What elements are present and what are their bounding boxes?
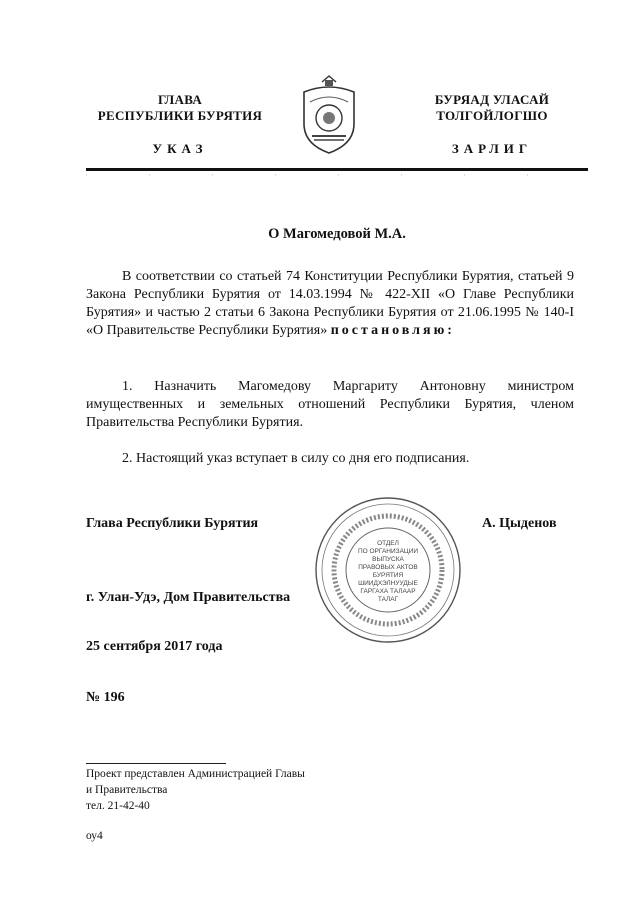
- stamp-line-3: ВЫПУСКА: [372, 556, 404, 563]
- doc-type-right: ЗАРЛИГ: [451, 141, 533, 156]
- header-left: [60, 92, 300, 124]
- stamp-line-7: ГАРГАХА ТАЛААР: [360, 588, 416, 595]
- stamp-line-5: БУРЯТИЯ: [372, 572, 404, 579]
- header-dotted-line: [86, 172, 588, 178]
- paragraph-item-1: 1. Назначить Магомедову Маргариту Антоновну министром имущественных и земельных отношений Республики Бурятия, членом Правительства Республики Бурятия.: [86, 379, 574, 430]
- header-left-line-1: ГЛАВА: [157, 92, 203, 107]
- official-stamp-icon: [313, 495, 463, 645]
- footer-line-3: тел. 21-42-40: [86, 800, 150, 812]
- header-left-line-2: РЕСПУБЛИКИ БУРЯТИЯ: [97, 108, 263, 123]
- stamp-line-4: ПРАВОВЫХ АКТОВ: [358, 564, 418, 571]
- preamble-decree-word: постановляю:: [330, 323, 455, 338]
- signing-place: г. Улан-Удэ, Дом Правительства: [86, 590, 291, 605]
- signing-date: 25 сентября 2017 года: [86, 639, 223, 654]
- stamp-line-2: ПО ОРГАНИЗАЦИИ: [357, 548, 419, 555]
- preamble-text: В соответствии со статьей 74 Конституции Республики Бурятия, статьей 9 Закона Республики Бурятия от 14.03.1994 № 422-XII «О Главе Республики Бурятия» и частью 2 статьи 6 Закона Республики Бурятия от 21.06.1995 № 140-I «О Правительстве Республики Бурятия»: [86, 269, 574, 338]
- stamp-line-8: ТАЛАГ: [377, 596, 399, 603]
- header-right: [372, 92, 612, 124]
- header-right-line-1: БУРЯАД УЛАСАЙ: [434, 92, 550, 107]
- doc-type-left: УКАЗ: [152, 141, 208, 156]
- footer-divider: [86, 763, 226, 764]
- paragraph-preamble: [86, 268, 574, 340]
- footer-line-1: Проект представлен Администрацией Главы: [86, 768, 305, 780]
- header-right-line-2: ТОЛГОЙЛОГШО: [436, 108, 548, 123]
- signatory-name: А. Цыденов: [482, 516, 557, 531]
- stamp-line-1: ОТДЕЛ: [377, 540, 399, 547]
- paragraph-item-2: 2. Настоящий указ вступает в силу со дня его подписания.: [122, 451, 470, 466]
- stamp-line-6: ШИИДХЭЛНУУДЫЕ: [358, 580, 418, 587]
- document-title: О Магомедовой М.А.: [268, 226, 406, 242]
- footer-note: [86, 766, 305, 814]
- decree-number: № 196: [86, 690, 125, 705]
- coat-of-arms-icon: [298, 74, 360, 156]
- signatory-position: Глава Республики Бурятия: [86, 516, 259, 531]
- footer-line-2: и Правительства: [86, 784, 168, 796]
- header-divider: [86, 168, 588, 171]
- footer-code: оу4: [86, 830, 103, 842]
